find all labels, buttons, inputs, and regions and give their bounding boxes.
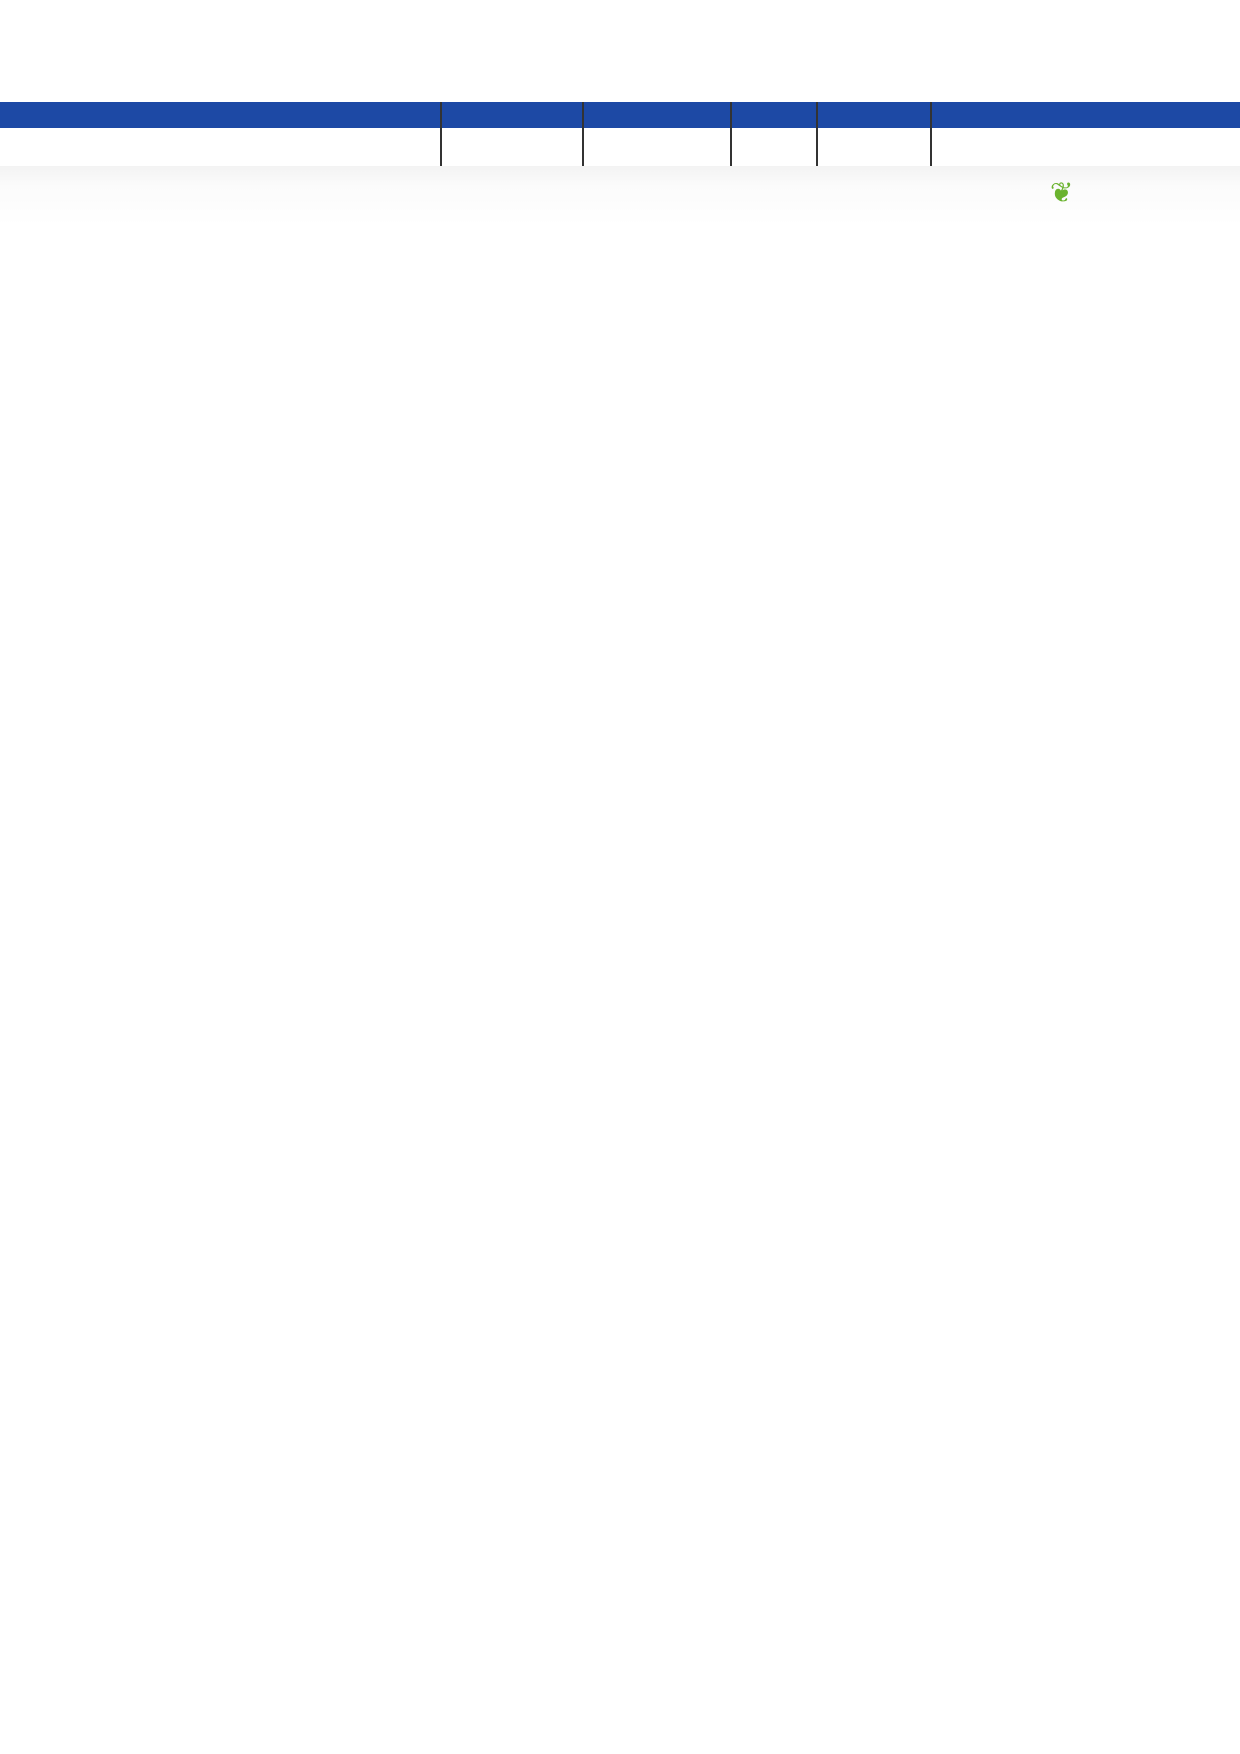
header-divider <box>730 102 732 166</box>
body-composition-chart <box>770 784 1190 1044</box>
header-divider <box>816 102 818 166</box>
header-divider <box>440 102 442 166</box>
header-divider <box>930 102 932 166</box>
header-bar <box>0 102 1240 128</box>
header-divider <box>582 102 584 166</box>
selvas-leaf-icon: ❦ <box>1050 177 1074 208</box>
